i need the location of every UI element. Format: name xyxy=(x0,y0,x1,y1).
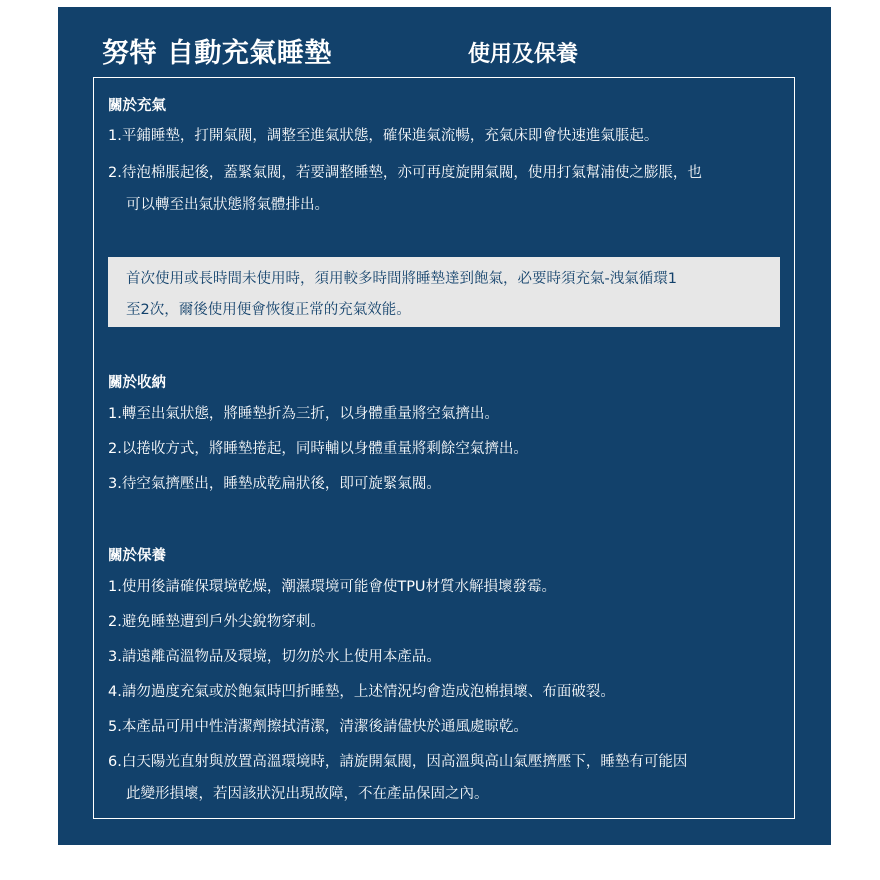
instruction-panel xyxy=(58,7,831,845)
care-item-6-line-2: 此變形損壞，若因該狀況出現故障，不在產品保固之內。 xyxy=(126,786,489,802)
first-use-note xyxy=(108,257,780,327)
content-box xyxy=(93,77,795,819)
care-item-5: 5.本產品可用中性清潔劑擦拭清潔，清潔後請儘快於通風處晾乾。 xyxy=(108,719,528,735)
product-title: 努特 自動充氣睡墊 xyxy=(102,38,332,69)
first-use-note-line-1: 首次使用或長時間未使用時，須用較多時間將睡墊達到飽氣，必要時須充氣-洩氣循環1 xyxy=(126,271,677,287)
inflation-item-2-line-2: 可以轉至出氣狀態將氣體排出。 xyxy=(126,197,329,213)
care-item-4: 4.請勿過度充氣或於飽氣時凹折睡墊，上述情況均會造成泡棉損壞、布面破裂。 xyxy=(108,684,615,700)
care-item-2: 2.避免睡墊遭到戶外尖銳物穿刺。 xyxy=(108,614,325,630)
inflation-item-2-line-1: 2.待泡棉脹起後，蓋緊氣閥，若要調整睡墊，亦可再度旋開氣閥，使用打氣幫浦使之膨脹，也 xyxy=(108,165,702,181)
section-title: 使用及保養 xyxy=(468,42,579,67)
care-item-1: 1.使用後請確保環境乾燥，潮濕環境可能會使TPU材質水解損壞發霉。 xyxy=(108,579,557,595)
storage-heading: 關於收納 xyxy=(108,375,166,391)
care-item-6 xyxy=(108,746,778,810)
care-item-3: 3.請遠離高溫物品及環境，切勿於水上使用本產品。 xyxy=(108,649,441,665)
storage-item-2: 2.以捲收方式，將睡墊捲起，同時輔以身體重量將剩餘空氣擠出。 xyxy=(108,441,528,457)
inflation-item-1: 1.平鋪睡墊，打開氣閥，調整至進氣狀態，確保進氣流暢，充氣床即會快速進氣脹起。 xyxy=(108,128,659,144)
inflation-item-2 xyxy=(108,157,778,221)
care-heading: 關於保養 xyxy=(108,548,166,564)
first-use-note-line-2: 至2次，爾後使用便會恢復正常的充氣效能。 xyxy=(126,302,411,318)
care-item-6-line-1: 6.白天陽光直射與放置高溫環境時，請旋開氣閥，因高溫與高山氣壓擠壓下，睡墊有可能因 xyxy=(108,754,688,770)
storage-item-1: 1.轉至出氣狀態，將睡墊折為三折，以身體重量將空氣擠出。 xyxy=(108,406,499,422)
storage-item-3: 3.待空氣擠壓出，睡墊成乾扁狀後，即可旋緊氣閥。 xyxy=(108,476,441,492)
inflation-heading: 關於充氣 xyxy=(108,98,166,114)
